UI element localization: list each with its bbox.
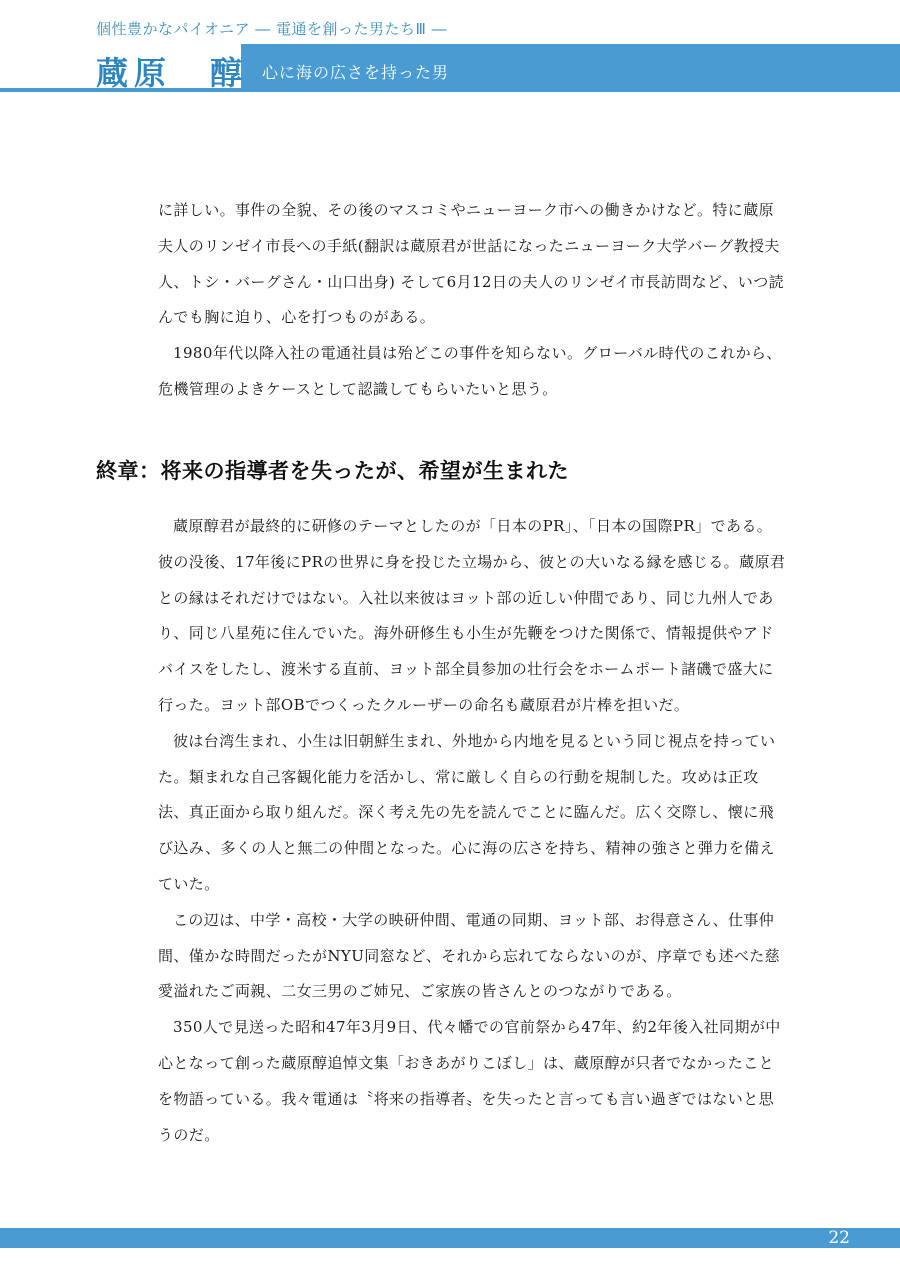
person-name: 蔵原 醇 bbox=[96, 54, 249, 92]
footer-bar bbox=[0, 1228, 900, 1248]
section-heading: 終章：将来の指導者を失ったが、希望が生まれた bbox=[96, 459, 569, 483]
series-title: 個性豊かなパイオニア ― 電通を創った男たちⅢ ― bbox=[96, 20, 448, 38]
paragraph: 350人で見送った昭和47年3月9日、代々幡での官前祭から47年、約2年後入社同期が中心となって創った蔵原醇追悼文集「おきあがりこぼし」は、蔵原醇が只者でなかったことを物語っている。我々電通は〝将来の指導者〟を失ったと言っても言い過ぎではないと思うのだ。 bbox=[158, 1018, 781, 1144]
paragraph: に詳しい。事件の全貌、その後のマスコミやニューヨーク市への働きかけなど。特に蔵原夫人のリンゼイ市長への手紙(翻訳は蔵原君が世話になったニューヨーク大学バーグ教授夫人、トシ・バーグさん・山口出身) そして6月12日の夫人のリンゼイ市長訪問など、いつ読んでも胸に迫り、心を打つものがある。 bbox=[158, 201, 785, 327]
paragraph: 1980年代以降入社の電通社員は殆どこの事件を知らない。グローバル時代のこれから、危機管理のよきケースとして認識してもらいたいと思う。 bbox=[158, 344, 782, 398]
paragraph: この辺は、中学・高校・大学の映研仲間、電通の同期、ヨット部、お得意さん、仕事仲間、僅かな時間だったがNYU同窓など、それから忘れてならないのが、序章でも述べた慈愛溢れたご両親、二女三男のご姉兄、ご家族の皆さんとのつながりである。 bbox=[158, 910, 781, 1001]
top-body-text bbox=[158, 193, 786, 408]
section-body-text bbox=[158, 509, 786, 1153]
paragraph: 蔵原醇君が最終的に研修のテーマとしたのが「日本のPR」、「日本の国際PR」である。彼の没後、17年後にPRの世界に身を投じた立場から、彼との大いなる縁を感じる。蔵原君との縁はそれだけではない。入社以来彼はヨット部の近しい仲間であり、同じ九州人であり、同じ八星苑に住んでいた。海外研修生も小生が先鞭をつけた関係で、情報提供やアドバイスをしたし、渡米する直前、ヨット部全員参加の壮行会をホームポート諸磯で盛大に行った。ヨット部OBでつくったクルーザーの命名も蔵原君が片棒を担いだ。 bbox=[158, 517, 786, 714]
header-subtitle: 心に海の広さを持った男 bbox=[262, 63, 450, 82]
page-number: 22 bbox=[828, 1228, 850, 1248]
paragraph: 彼は台湾生まれ、小生は旧朝鮮生まれ、外地から内地を見るという同じ視点を持っていた。類まれな自己客観化能力を活かし、常に厳しく自らの行動を規制した。攻めは正攻法、真正面から取り組んだ。深く考え先の先を読んでことに臨んだ。広く交際し、懐に飛び込み、多くの人と無二の仲間となった。心に海の広さを持ち、精神の強さと弾力を備えていた。 bbox=[158, 731, 776, 893]
